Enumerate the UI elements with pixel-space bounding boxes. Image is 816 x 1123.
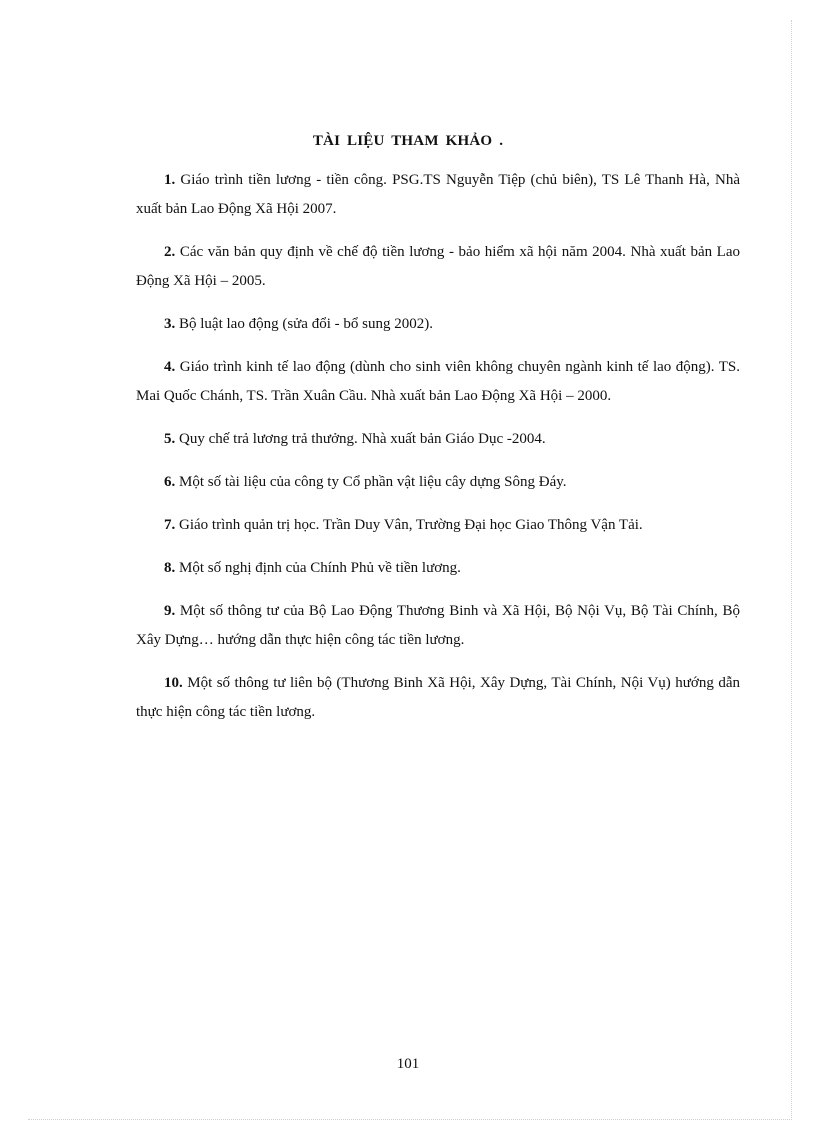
- reference-text: Giáo trình kinh tế lao động (dùnh cho sinh viên không chuyên ngành kinh tế lao động). TS. Mai Quốc Chánh, TS. Trần Xuân Cầu. Nhà xuất bản Lao Động Xã Hội – 2000.: [136, 359, 740, 404]
- reference-item: [136, 310, 740, 339]
- reference-item: [136, 238, 740, 296]
- reference-number: 6.: [164, 474, 176, 490]
- reference-item: [136, 554, 740, 583]
- reference-number: 3.: [164, 316, 176, 332]
- page-title: TÀI LIỆU THAM KHẢO .: [312, 133, 504, 149]
- reference-text: Giáo trình quản trị học. Trần Duy Vân, Trường Đại học Giao Thông Vận Tải.: [175, 517, 643, 533]
- reference-number: 4.: [164, 359, 176, 375]
- reference-text: Một số nghị định của Chính Phủ về tiền lương.: [175, 560, 461, 576]
- reference-item: [136, 166, 740, 224]
- reference-text: Bộ luật lao động (sửa đổi - bổ sung 2002).: [175, 316, 433, 332]
- reference-item: [136, 468, 740, 497]
- reference-number: 7.: [164, 517, 176, 533]
- reference-text: Một số thông tư của Bộ Lao Động Thương Binh và Xã Hội, Bộ Nội Vụ, Bộ Tài Chính, Bộ Xây Dựng… hướng dẫn thực hiện công tác tiền lương.: [136, 603, 740, 648]
- reference-text: Một số thông tư liên bộ (Thương Binh Xã Hội, Xây Dựng, Tài Chính, Nội Vụ) hướng dẫn thực hiện công tác tiền lương.: [136, 675, 740, 720]
- page-number: 101: [396, 1056, 420, 1072]
- reference-text: Các văn bản quy định về chế độ tiền lương - bảo hiểm xã hội năm 2004. Nhà xuất bản Lao Động Xã Hội – 2005.: [136, 244, 740, 289]
- reference-text: Giáo trình tiền lương - tiền công. PSG.TS Nguyễn Tiệp (chủ biên), TS Lê Thanh Hà, Nhà xuất bản Lao Động Xã Hội 2007.: [136, 172, 740, 217]
- reference-number: 2.: [164, 244, 176, 260]
- reference-item: [136, 511, 740, 540]
- reference-number: 1.: [164, 172, 176, 188]
- reference-text: Quy chế trả lương trả thưởng. Nhà xuất bản Giáo Dục -2004.: [175, 431, 546, 447]
- reference-item: [136, 597, 740, 655]
- reference-list: [136, 166, 740, 741]
- page-border-right: [791, 20, 792, 1120]
- reference-number: 9.: [164, 603, 176, 619]
- reference-text: Một số tài liệu của công ty Cổ phần vật liệu cây dựng Sông Đáy.: [175, 474, 567, 490]
- reference-number: 5.: [164, 431, 176, 447]
- page-border-bottom: [28, 1119, 792, 1120]
- reference-number: 8.: [164, 560, 176, 576]
- reference-item: [136, 669, 740, 727]
- reference-item: [136, 425, 740, 454]
- reference-number: 10.: [164, 675, 183, 691]
- reference-item: [136, 353, 740, 411]
